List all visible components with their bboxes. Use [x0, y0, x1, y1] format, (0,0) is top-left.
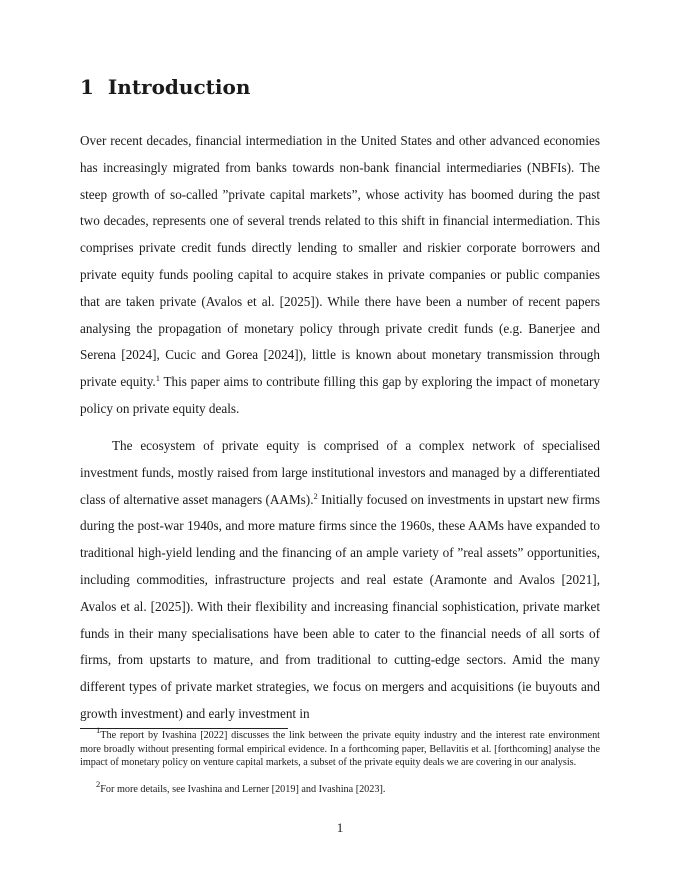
paragraph-2-text: The ecosystem of private equity is comprised of a complex network of specialised investment funds, mostly raised from large institutional investors and managed by a differentiated class of alternative asset managers (AAMs). — [80, 438, 600, 507]
paragraph-1-text-cont: This paper aims to contribute filling this gap by exploring the impact of monetary policy on private equity deals. — [80, 374, 600, 416]
paragraph-1-text: Over recent decades, financial intermediation in the United States and other advanced economies has increasingly migrated from banks towards non-bank financial intermediaries (NBFIs). The steep growth of so-called ”private capital markets”, whose activity has boomed during the past two decades, represents one of several trends related to this shift in financial intermediation. This comprises private credit funds directly lending to smaller and riskier corporate borrowers and private equity funds pooling capital to acquire stakes in private companies or public companies that are taken private (Avalos et al. [2025]). While there have been a number of recent papers analysing the propagation of monetary policy through private credit funds (e.g. Banerjee and Serena [2024], Cucic and Gorea [2024]), little is known about monetary transmission through private equity. — [80, 133, 600, 390]
footnote-ref-1[interactable]: 1 — [155, 373, 160, 384]
footnote-1 — [80, 725, 600, 770]
paragraph-1 — [80, 128, 600, 423]
page-number: 1 — [336, 820, 344, 835]
paragraph-2-text-cont: Initially focused on investments in upstart new firms during the post-war 1940s, and more mature firms since the 1960s, these AAMs have expanded to traditional high-yield lending and the financing of an ample variety of ”real assets” opportunities, including commodities, infrastructure projects and real estate (Aramonte and Avalos [2021], Avalos et al. [2025]). With their flexibility and increasing financial sophistication, private market funds in their many specialisations have been able to cater to the financial needs of all sorts of firms, from upstarts to mature, and from traditional to cutting-edge sectors. Amid the many different types of private market strategies, we focus on mergers and acquisitions (ie buyouts and growth investment) and early investment in — [80, 491, 600, 721]
footnote-2-mark: 2 — [96, 779, 101, 789]
section-title: Introduction — [107, 75, 251, 99]
footnote-1-mark: 1 — [96, 725, 101, 735]
footnote-ref-2[interactable]: 2 — [313, 490, 318, 501]
section-heading — [80, 74, 250, 100]
section-number: 1 — [80, 75, 94, 99]
footnote-1-text: The report by Ivashina [2022] discusses the link between the private equity industry and the interest rate environment more broadly without presenting formal empirical evidence. In a forthcoming paper, Bellavitis et al. [forthcoming] analyse the impact of monetary policy on venture capital markets, a subset of the private equity deals we are covering in our analysis. — [80, 730, 600, 769]
paragraph-2 — [80, 433, 600, 728]
footnote-2 — [80, 779, 600, 797]
footnote-2-text: For more details, see Ivashina and Lerner [2019] and Ivashina [2023]. — [100, 784, 386, 795]
